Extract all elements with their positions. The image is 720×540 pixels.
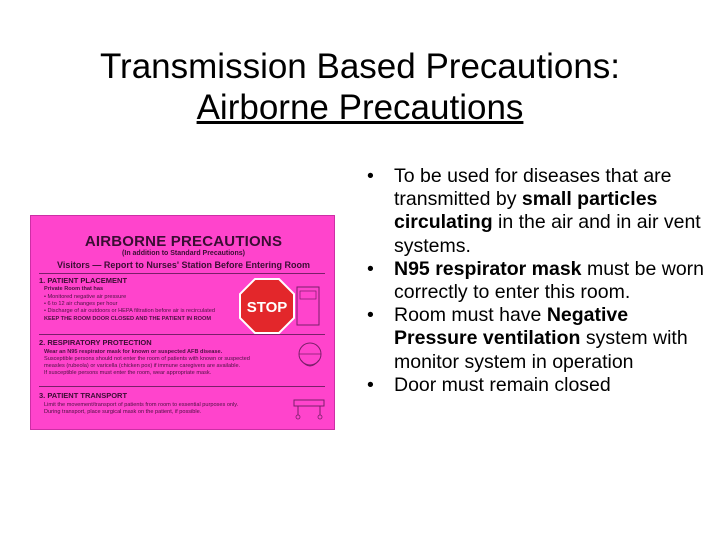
sign-section-2-line: Susceptible persons should not enter the room of patients with known or suspected — [44, 356, 250, 362]
sign-visitors-notice: Visitors — Report to Nurses' Station Before Entering Room — [56, 260, 310, 270]
bullet-text: in the air and in air vent systems. — [394, 211, 701, 257]
sign-section-3-line: During transport, place surgical mask on the patient, if possible. — [44, 409, 202, 415]
bullet-dot: • — [367, 257, 374, 280]
respirator-mask-icon — [293, 340, 327, 376]
airborne-precautions-sign — [30, 215, 335, 430]
sign-section-2-line: If susceptible persons must enter the room, wear appropriate mask. — [44, 370, 212, 376]
door-icon — [295, 286, 321, 326]
bullet-item — [367, 165, 707, 258]
title-line-2: Airborne Precautions — [196, 88, 524, 127]
title-line-1: Transmission Based Precautions: — [99, 47, 621, 86]
slide-title — [0, 46, 720, 128]
sign-heading: AIRBORNE PRECAUTIONS — [84, 233, 283, 250]
sign-divider — [39, 334, 325, 335]
sign-section-1-subtitle: Private Room that has — [44, 286, 104, 292]
bullet-text: must be worn correctly to enter this room. — [394, 257, 704, 304]
sign-section-1-note: KEEP THE ROOM DOOR CLOSED AND THE PATIENT IN ROOM — [44, 316, 211, 322]
bullet-list — [367, 165, 707, 397]
sign-section-1-item: • Discharge of air outdoors or HEPA filtration before air is recirculated — [44, 308, 215, 314]
sign-divider — [39, 386, 325, 387]
sign-section-2-title: 2. RESPIRATORY PROTECTION — [39, 338, 152, 347]
sign-section-2-line: measles (rubeola) or varicella (chicken pox) if immune caregivers are available. — [44, 363, 241, 369]
bullet-dot: • — [367, 373, 374, 396]
sign-subheading: (In addition to Standard Precautions) — [122, 250, 245, 257]
bullet-dot: • — [367, 304, 374, 327]
sign-section-1-item: • 6 to 12 air changes per hour — [44, 301, 118, 307]
sign-section-3-title: 3. PATIENT TRANSPORT — [39, 391, 128, 400]
bullet-text: system with monitor system in operation — [394, 327, 688, 373]
bullet-dot: • — [367, 165, 374, 187]
stretcher-icon — [291, 394, 327, 420]
sign-section-3-line: Limit the movement/transport of patients from room to essential purposes only. — [44, 402, 239, 408]
bullet-item — [367, 258, 707, 304]
bullet-text: Room must have — [394, 304, 547, 327]
sign-section-1-item: • Monitored negative air pressure — [44, 294, 127, 300]
bullet-emphasis: N95 respirator mask — [394, 257, 582, 280]
stop-sign-icon — [239, 278, 295, 334]
sign-section-2-line: Wear an N95 respirator mask for known or suspected AFB disease. — [44, 349, 223, 355]
sign-divider — [39, 273, 325, 274]
bullet-emphasis: small particles circulating — [394, 188, 658, 234]
bullet-item — [367, 374, 707, 397]
sign-section-1-title: 1. PATIENT PLACEMENT — [39, 276, 128, 285]
stop-sign-text: STOP — [246, 299, 288, 316]
bullet-text: To be used for diseases that are transmitted by — [394, 165, 672, 211]
bullet-text: Door must remain closed — [394, 373, 611, 396]
bullet-item — [367, 304, 707, 374]
bullet-emphasis: Negative Pressure ventilation — [394, 304, 629, 350]
